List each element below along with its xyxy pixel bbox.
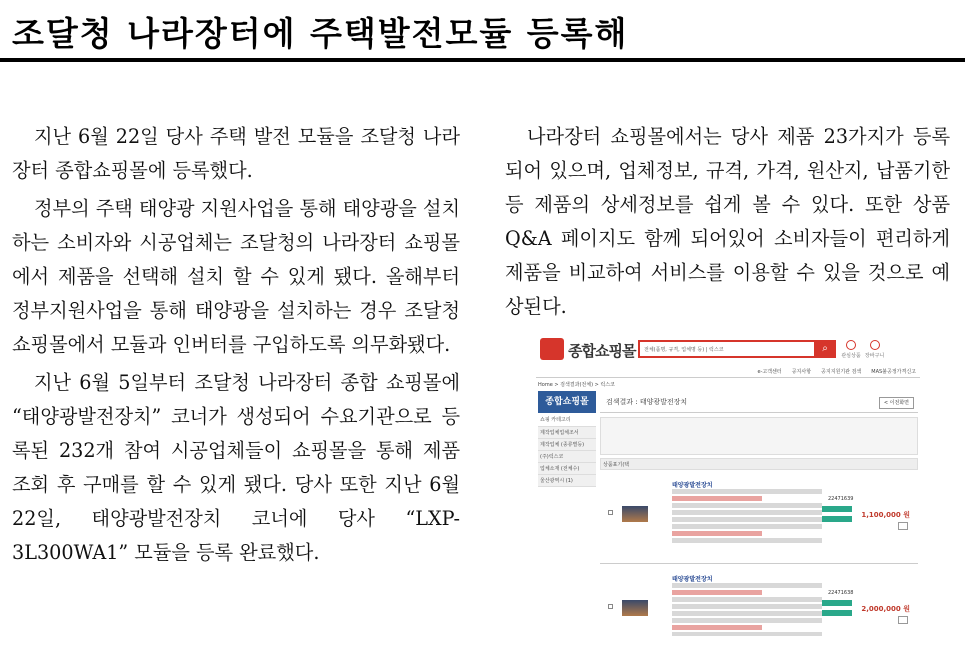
mall-logo-text: 종합쇼핑몰 bbox=[568, 342, 636, 360]
paragraph: 지난 6월 5일부터 조달청 나라장터 종합 쇼핑몰에 “태양광발전장치” 코너가 생성되어 수요기관으로 등록된 232개 참여 시공업체들이 쇼핑몰을 통해 제품 조회 후 구매를 할 수 있게 됐다. 당사 또한 지난 6월 22일, 태양광발전장치 코너에 당사 “LXP-3L300WA1” 모듈을 등록 완료했다. bbox=[12, 371, 460, 564]
item-tag bbox=[822, 506, 852, 512]
item-qty bbox=[898, 522, 908, 530]
sort-bar: 상품표기(택 bbox=[600, 458, 918, 470]
paragraph: 지난 6월 22일 당사 주택 발전 모듈을 조달청 나라장터 종합쇼핑몰에 등록했다. bbox=[12, 125, 460, 182]
sidebar-item: (주)럭스코 bbox=[538, 451, 596, 463]
item-price: 1,100,000 원 bbox=[861, 511, 910, 519]
item-checkbox bbox=[608, 604, 613, 609]
right-column bbox=[505, 120, 950, 328]
back-button: < 이전화면 bbox=[879, 397, 914, 409]
item-title: 태양광발전장치 bbox=[672, 482, 713, 489]
item-tag bbox=[822, 600, 852, 606]
paragraph: 정부의 주택 태양광 지원사업을 통해 태양광을 설치하는 소비자와 시공업체는 조달청의 나라장터 쇼핑몰에서 제품을 선택해 설치 할 수 있게 됐다. 올해부터 정부지원사업을 통해 태양광을 설치하는 경우 조달청 쇼핑몰에서 모듈과 인버터를 구입하도록 의무화됐다. bbox=[12, 197, 460, 356]
mall-nav: e-고객센터 공지사항 공지지원기관 검색 MAS불공정가격신고 bbox=[536, 368, 920, 378]
mall-search-box bbox=[638, 340, 836, 358]
headline: 조달청 나라장터에 주택발전모듈 등록해 bbox=[12, 14, 629, 53]
item-code: 22471638 bbox=[828, 590, 854, 596]
sidebar-item: 업체소재 (전체수) bbox=[538, 463, 596, 475]
sidebar-head: 종합쇼핑몰 bbox=[538, 391, 596, 413]
item-tag bbox=[822, 516, 852, 522]
result-header: 검색결과 : 태양광발전장치 < 이전화면 bbox=[600, 391, 918, 413]
shopping-mall-screenshot bbox=[536, 328, 920, 636]
search-select: 전체(품명, 규격, 업체명 등) | 럭스코 bbox=[644, 347, 724, 353]
item-price: 2,000,000 원 bbox=[861, 605, 910, 613]
item-code: 22471639 bbox=[828, 496, 854, 502]
item-tag bbox=[822, 610, 852, 616]
product-thumbnail bbox=[622, 600, 648, 616]
mall-results bbox=[600, 391, 918, 636]
top-icon-item: 장바구니 bbox=[864, 340, 886, 359]
result-item bbox=[600, 566, 918, 636]
result-item bbox=[600, 472, 918, 564]
item-qty bbox=[898, 616, 908, 624]
sidebar-sub: 쇼핑 카테고리 bbox=[538, 413, 596, 427]
item-details bbox=[672, 489, 822, 545]
sidebar-item: 울산광역시 (1) bbox=[538, 475, 596, 487]
paragraph: 나라장터 쇼핑몰에서는 당사 제품 23가지가 등록되어 있으며, 업체정보, 규격, 가격, 원산지, 납품기한 등 제품의 상세정보를 쉽게 볼 수 있다. 또한 상품 Q&A 페이지도 함께 되어있어 소비자들이 편리하게 제품을 비교하여 서비스를 이용할 수 있을 것으로 예상된다. bbox=[505, 125, 950, 318]
mall-sidebar bbox=[538, 391, 596, 636]
headline-rule bbox=[0, 58, 965, 62]
top-icon-item: 관심상품 bbox=[840, 340, 862, 359]
sidebar-item: 제작업체업체조서 bbox=[538, 427, 596, 439]
top-icons bbox=[840, 340, 886, 359]
product-thumbnail bbox=[622, 506, 648, 522]
result-filter bbox=[600, 417, 918, 455]
mall-logo-icon bbox=[540, 338, 564, 360]
breadcrumb: Home > 검색결과(전체) > 럭스코 bbox=[538, 382, 615, 388]
sidebar-item: 제작업체 (종류별등) bbox=[538, 439, 596, 451]
search-icon: ⌕ bbox=[814, 340, 836, 358]
item-checkbox bbox=[608, 510, 613, 515]
item-title: 태양광발전장치 bbox=[672, 576, 713, 583]
item-details bbox=[672, 583, 822, 636]
left-column bbox=[12, 120, 460, 574]
